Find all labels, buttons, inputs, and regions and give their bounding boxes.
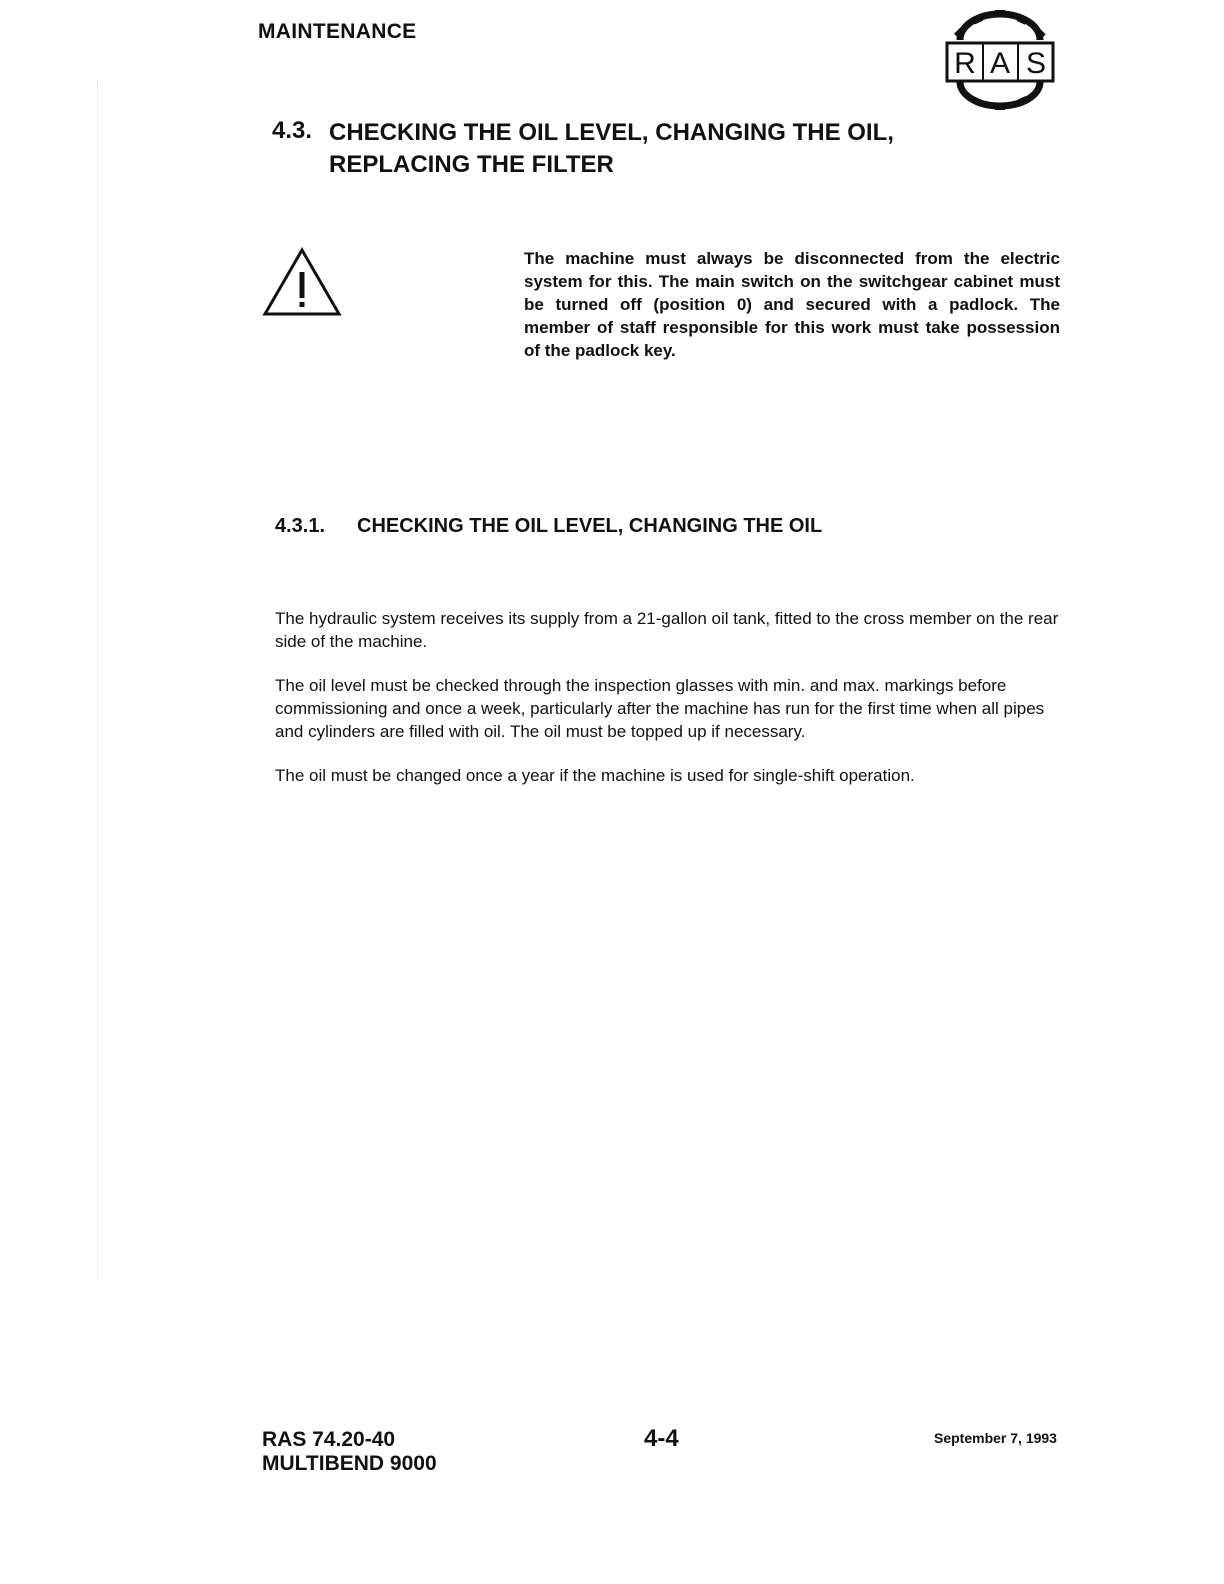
section-number: 4.3. [272, 117, 313, 144]
paragraph-oil-change: The oil must be changed once a year if the machine is used for single-shift operation. [275, 766, 915, 785]
section-title [329, 117, 1029, 181]
logo-letter-s: S [1025, 47, 1047, 80]
subsection-title: CHECKING THE OIL LEVEL, CHANGING THE OIL [357, 515, 823, 537]
paragraph-oil-level: The oil level must be checked through the inspection glasses with min. and max. markings before commissioning and once a week, particularly after the machine has run for the first time when all pipes and cylinders are filled with oil. The oil must be topped up if necessary. [275, 676, 1045, 741]
footer-doc-number: RAS 74.20-40 [262, 1428, 396, 1451]
section-title-line-2: REPLACING THE FILTER [329, 151, 614, 178]
body-text [275, 607, 1065, 808]
footer-document-id [262, 1428, 437, 1476]
logo-letter-r: R [954, 47, 976, 80]
section-title-line-1: CHECKING THE OIL LEVEL, CHANGING THE OIL, [329, 119, 894, 146]
subsection-number: 4.3.1. [275, 515, 326, 537]
paragraph-oil-tank: The hydraulic system receives its supply from a 21-gallon oil tank, fitted to the cross member on the rear side of the machine. [275, 609, 1059, 651]
page-number: 4-4 [644, 1425, 679, 1452]
warning-triangle-icon [262, 246, 342, 318]
footer-date: September 7, 1993 [934, 1430, 1057, 1446]
footer-model: MULTIBEND 9000 [262, 1452, 437, 1475]
safety-warning-text: The machine must always be disconnected from the electric system for this. The main switch on the switchgear cabinet must be turned off (position 0) and secured with a padlock. The member of staff responsible for this work must take possession of the padlock key. [524, 249, 1060, 360]
scan-edge-mark [97, 80, 99, 1280]
section-label: MAINTENANCE [258, 20, 417, 43]
logo-letter-a: A [989, 47, 1011, 80]
ras-logo [940, 10, 1060, 110]
